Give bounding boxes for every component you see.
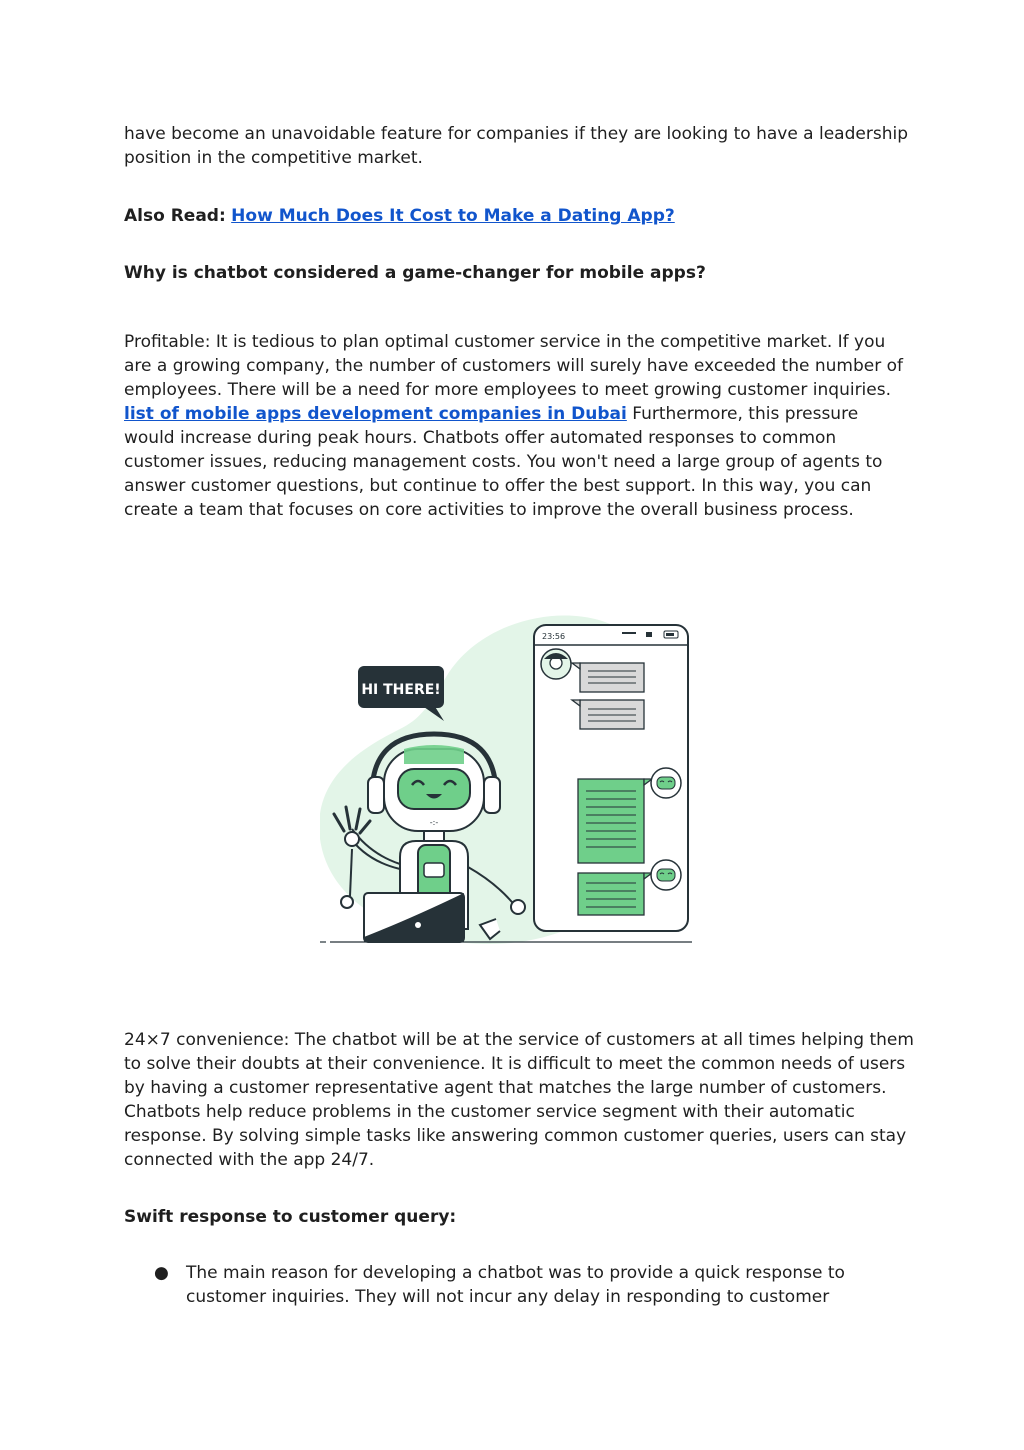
- phone-time: 23:56: [542, 632, 566, 641]
- profitable-paragraph: [124, 330, 914, 522]
- intro-paragraph: have become an unavoidable feature for companies if they are looking to have a leadership position in the competitive market.: [124, 124, 908, 168]
- list-item: [124, 1261, 914, 1309]
- speech-bubble-text: HI THERE!: [361, 682, 441, 698]
- convenience-paragraph: 24×7 convenience: The chatbot will be at the service of customers at all times helping them to solve their doubts at their convenience. It is difficult to meet the common needs of users by having a customer representative agent that matches the large number of customers. Chatbots help reduce problems in the customer service segment with their automatic response. By solving simple tasks like answering common customer queries, users can stay connected with the app 24/7.: [124, 1030, 914, 1170]
- bullet-list: [124, 1261, 914, 1309]
- green-message-bubble: [578, 779, 652, 863]
- chatbot-illustration: [320, 599, 700, 949]
- gray-message-bubble: [572, 700, 644, 729]
- profitable-text-before: Profitable: It is tedious to plan optimal customer service in the competitive market. If you are a growing company, the number of customers will surely have exceeded the number of employees. There will be a need for more employees to meet growing customer inquiries.: [124, 332, 903, 400]
- laptop-icon: [364, 893, 464, 942]
- also-read-line: [124, 204, 914, 228]
- bullet-marker: ●: [154, 1263, 169, 1283]
- also-read-label: Also Read:: [124, 206, 226, 226]
- profitable-text-after: Furthermore, this pressure would increase during peak hours. Chatbots offer automated responses to common customer issues, reducing management costs. You won't need a large group of agents to answer customer questions, but continue to offer the best support. In this way, you can create a team that focuses on core activities to improve the overall business process.: [124, 404, 883, 520]
- user-avatar-icon: [541, 649, 571, 679]
- bot-avatar-icon: [651, 768, 681, 798]
- dating-app-cost-link[interactable]: How Much Does It Cost to Make a Dating App?: [231, 206, 675, 226]
- svg-text:-:-: -:-: [429, 818, 439, 827]
- dubai-companies-link[interactable]: list of mobile apps development companies in Dubai: [124, 404, 627, 424]
- bot-avatar-icon: [651, 860, 681, 890]
- section-heading-game-changer: Why is chatbot considered a game-changer for mobile apps?: [124, 263, 706, 283]
- section-heading-swift-response: Swift response to customer query:: [124, 1207, 457, 1227]
- bullet-text: The main reason for developing a chatbot was to provide a quick response to customer inquiries. They will not incur any delay in responding to customer: [186, 1263, 845, 1307]
- green-message-bubble: [578, 873, 652, 915]
- gray-message-bubble: [572, 663, 644, 692]
